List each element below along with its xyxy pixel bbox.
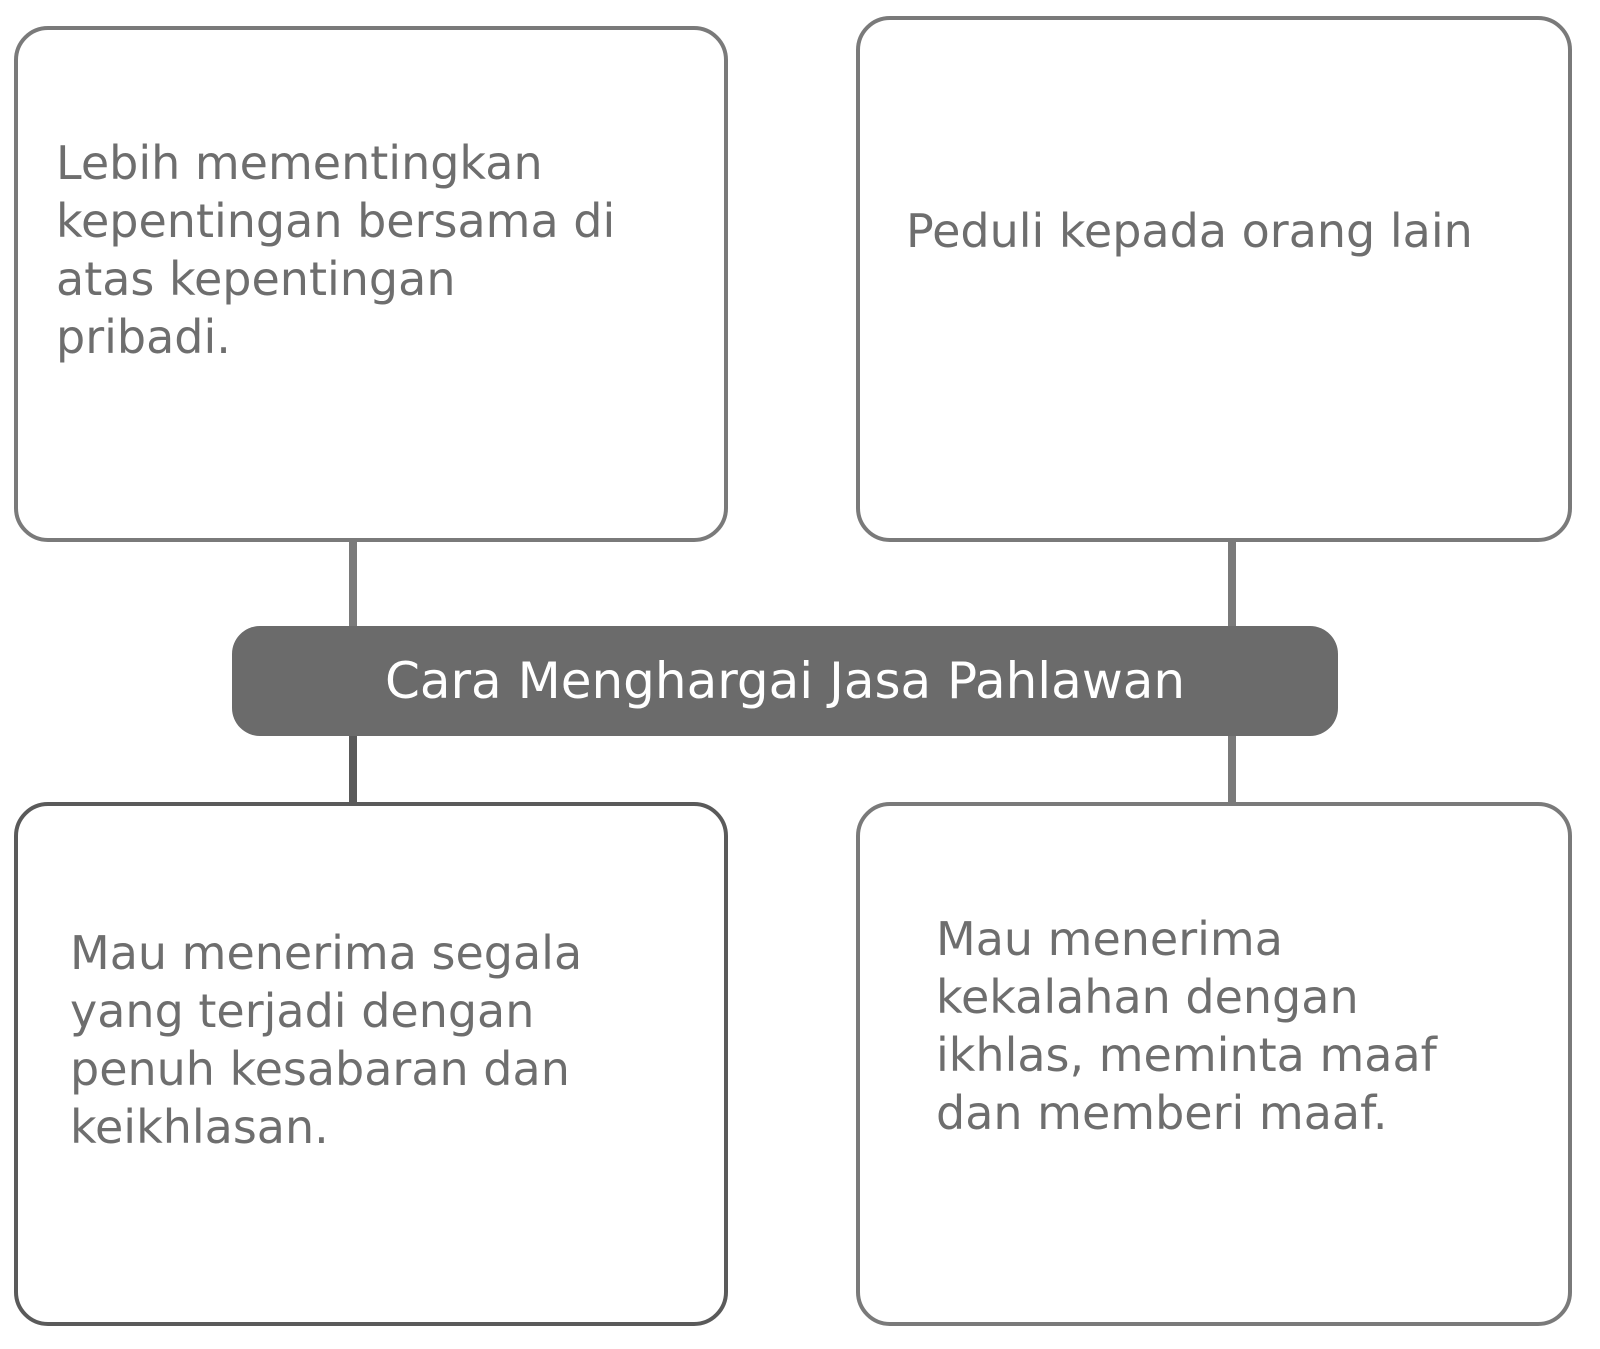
box-top-right	[856, 16, 1572, 542]
connector-top-right	[1228, 540, 1236, 630]
central-topic-title: Cara Menghargai Jasa Pahlawan	[384, 652, 1186, 710]
central-topic	[232, 626, 1338, 736]
box-bottom-left	[14, 802, 728, 1326]
box-bottom-right	[856, 802, 1572, 1326]
box-top-left	[14, 26, 728, 542]
box-bottom-left-text: Mau menerima segala yang terjadi dengan penuh kesabaran dan keikhlasan.	[70, 926, 583, 1154]
connector-bottom-left	[349, 732, 357, 804]
box-top-right-text: Peduli kepada orang lain	[906, 204, 1473, 258]
connector-top-left	[349, 540, 357, 630]
box-bottom-right-text: Mau menerima kekalahan dengan ikhlas, meminta maaf dan memberi maaf.	[936, 912, 1437, 1140]
box-top-left-text: Lebih mementingkan kepentingan bersama di atas kepentingan pribadi.	[56, 136, 616, 364]
connector-bottom-right	[1228, 732, 1236, 804]
